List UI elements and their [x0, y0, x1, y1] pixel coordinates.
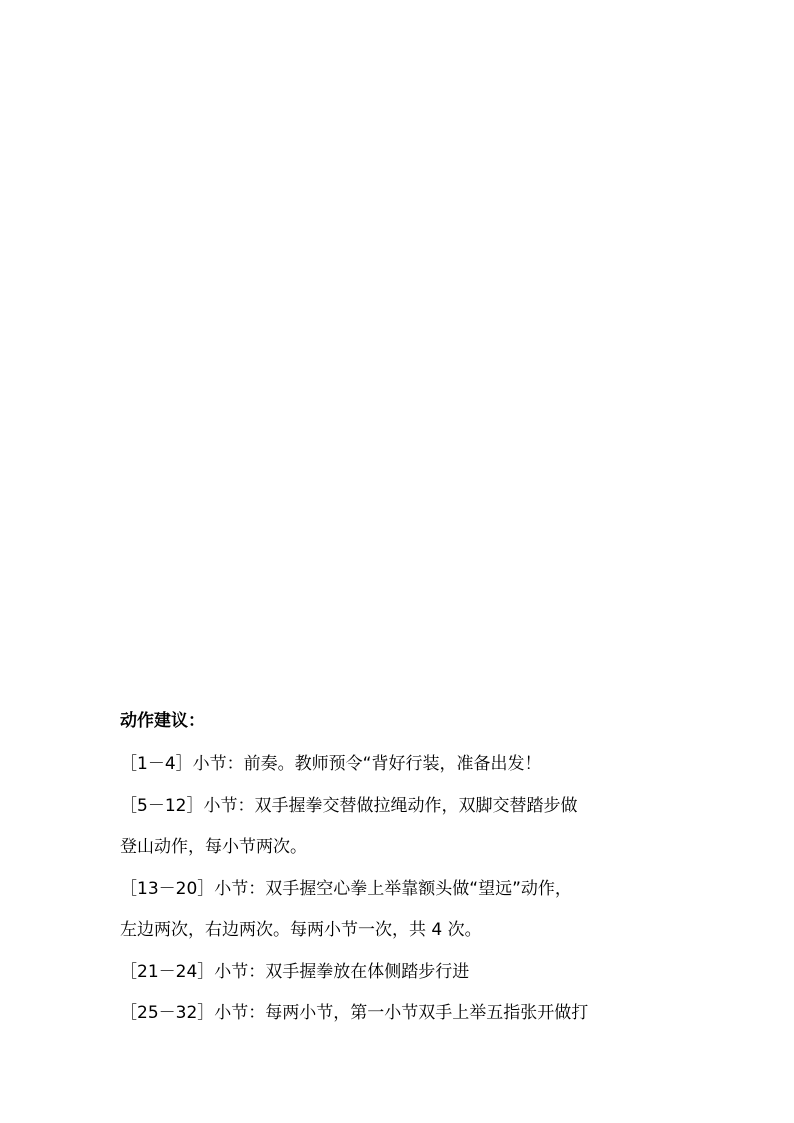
text-line: ［25－32］小节：每两小节，第一小节双手上举五指张开做打 — [120, 1003, 589, 1023]
text-line: ［5－12］小节：双手握拳交替做拉绳动作，双脚交替踏步做 — [120, 795, 578, 816]
document-body — [120, 704, 680, 1035]
section-heading: 动作建议： — [120, 711, 205, 731]
text-line: ［13－20］小节：双手握空心拳上举靠额头做“望远”动作， — [120, 878, 572, 899]
text-line: ［21－24］小节：双手握拳放在体侧踏步行进 — [120, 961, 470, 982]
text-line: 登山动作，每小节两次。 — [120, 837, 307, 857]
text-line: 左边两次，右边两次。每两小节一次，共 4 次。 — [120, 920, 482, 940]
text-line: ［1－4］小节：前奏。教师预令“背好行装，准备出发！ — [120, 754, 542, 774]
